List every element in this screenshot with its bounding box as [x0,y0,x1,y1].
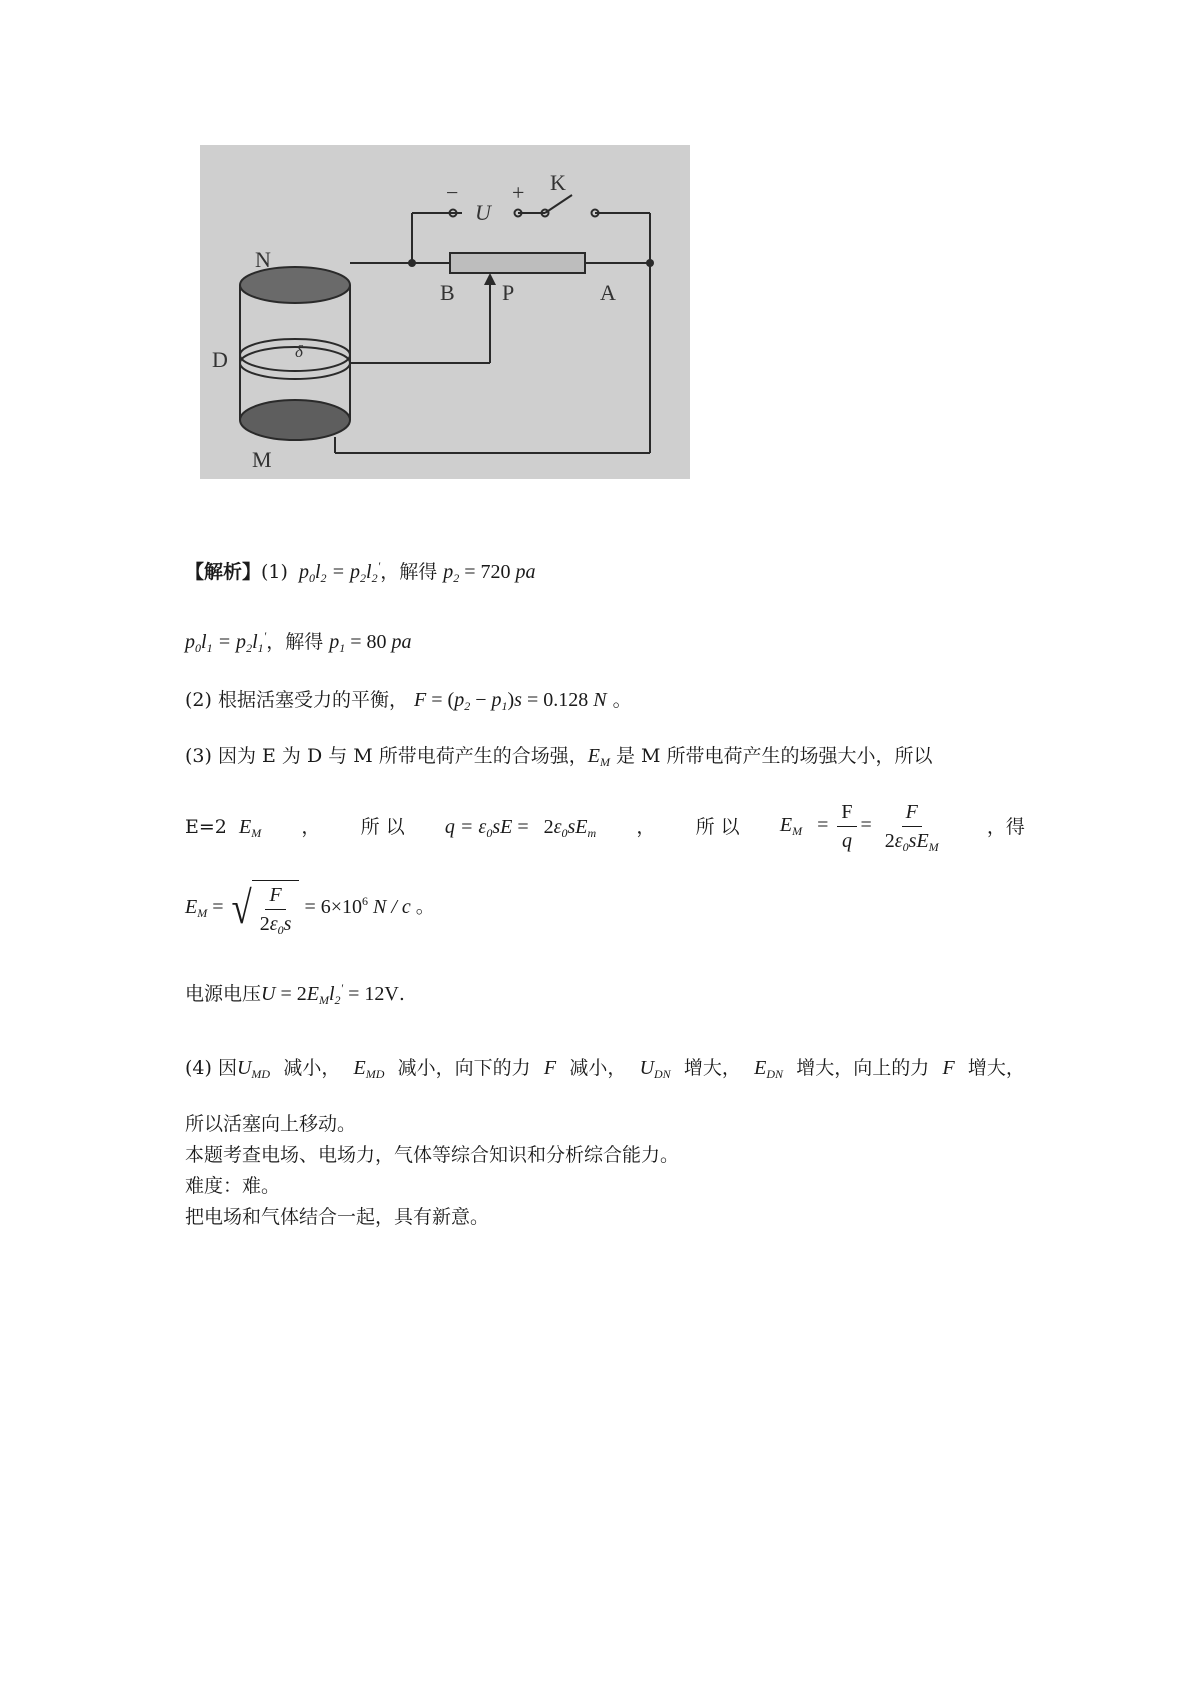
formula-p1: $p_1 = 80$ pa [329,631,412,655]
solve2-text: ，解得 [266,631,324,653]
analysis-part3-line2: E=2 $E_M$ ， 所 以 $q = \varepsilon_0sE$ = $2\varepsilon_0sE_m$ ， 所 以 $E_M$ = $\frac{F}{q}$ = $\frac{F}{2\varepsilon_0sE_M}$ ，得 [185,801,1025,854]
label-D: D [212,347,228,372]
analysis-part1-line1 [185,558,536,586]
formula-boyle-1: $p_0l_1 = p_2l_1'$ [185,629,267,655]
suoyi2: 所 以 [695,815,740,838]
label-minus: − [446,180,459,205]
label-K: K [550,170,566,195]
formula-EM-fraction: $E_M$ = $\frac{F}{q}$ = $\frac{F}{2\varepsilon_0sE_M}$ [779,801,939,854]
formula-EM-sqrt: $E_M$ = √ $\frac{F}{2\varepsilon_0s}$ = $6\times 10^6$ N / c [185,882,411,937]
part2-end: 。 [612,689,632,711]
part4-c: 减小， [569,1057,627,1079]
formula-voltage: $U = 2E_Ml_2' = 12V$ [261,981,399,1007]
part4-a: 减小， [283,1057,341,1079]
comment-text: 把电场和气体结合一起，具有新意。 [185,1206,490,1228]
symbol-F2: F [942,1057,955,1079]
label-N: N [255,247,271,272]
suoyi1: 所 以 [360,815,405,838]
analysis-voltage [185,980,405,1008]
part3-text-b: 是 M 所带电荷产生的场强大小，所以 [616,745,933,767]
label-delta: δ [295,342,303,361]
formula-charge: $q = \varepsilon_0sE$ = $2\varepsilon_0sE_m$ [444,815,597,840]
part1-label: (1) [261,561,288,583]
circuit-figure [200,145,690,479]
formula-boyle-2: $p_0l_2 = p_2l_2'$ [293,559,381,585]
symbol-EM: $E_M$ [587,745,610,769]
label-plus: + [512,180,525,205]
symbol-EDN: $E_{DN}$ [754,1057,784,1081]
em-end: 。 [415,895,435,918]
symbol-EMD: $E_{MD}$ [353,1057,385,1081]
voltage-label: 电源电压 [185,983,262,1005]
part4-f: 增大， [967,1057,1025,1079]
e-eq-text: E=2 [185,815,227,838]
analysis-heading: 【解析】 [185,561,262,583]
voltage-end: . [398,983,405,1005]
analysis-part2 [185,686,632,714]
label-U: U [475,200,491,225]
part4-d: 增大， [683,1057,741,1079]
part3-text-a: (3) 因为 E 为 D 与 M 所带电荷产生的合场强， [185,745,588,767]
formula-p2: $p_2 = 720$ pa [443,561,536,585]
de-text: ，得 [986,815,1025,838]
symbol-F1: F [543,1057,557,1079]
solve1-text: ，解得 [380,561,438,583]
difficulty-text: 难度：难。 [185,1175,281,1197]
part4-label: (4) 因 [185,1057,237,1079]
analysis-part1-line2 [185,628,412,656]
part4-b: 减小，向下的力 [397,1057,531,1079]
analysis-part3-line3 [185,880,435,936]
analysis-part4: (4) 因$U_{MD}$ 减小， $E_{MD}$ 减小，向下的力 F 减小， $U_{DN}$ 增大， $E_{DN}$ 增大，向上的力 F 增大， [185,1054,1025,1082]
label-A: A [600,280,616,305]
analysis-part3-line1 [185,742,933,770]
label-P: P [502,280,515,305]
formula-force: $F = (p_2 - p_1)s = 0.128$ N [414,689,607,713]
part4-e: 增大，向上的力 [796,1057,930,1079]
label-M: M [252,447,272,472]
label-B: B [440,280,455,305]
part4-continuation: 所以活塞向上移动。 [185,1113,357,1135]
part2-text: (2) 根据活塞受力的平衡， [185,689,408,711]
summary-text: 本题考查电场、电场力，气体等综合知识和分析综合能力。 [185,1144,680,1166]
symbol-UDN: $U_{DN}$ [639,1057,671,1081]
